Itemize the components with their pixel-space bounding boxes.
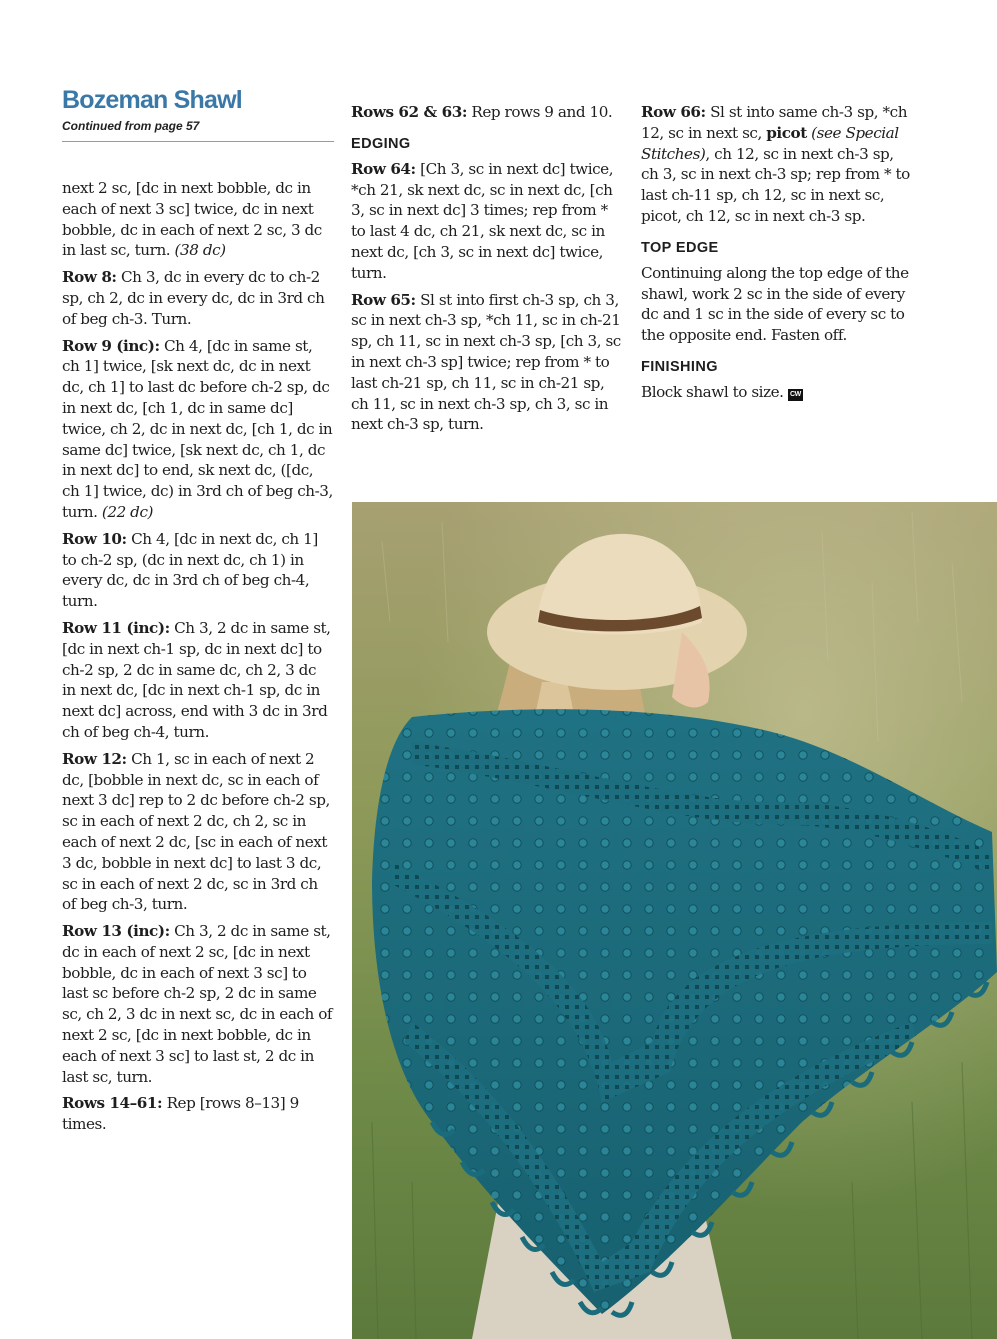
pattern-row [641,102,913,227]
row-label: Row 64: [351,159,416,178]
pattern-column-2 [351,102,623,441]
pattern-paragraph [641,263,913,346]
row-label: Rows 14–61: [62,1094,163,1113]
end-mark-icon: CW [788,389,803,401]
page-title: Bozeman Shawl [62,86,242,114]
pattern-row [351,290,623,436]
instruction-text: Ch 3, 2 dc in same st, dc in each of next 2 sc, [dc in next bobble, dc in each of next 3 sc] to last sc before ch-2 sp, 2 dc in same sc, ch 2, 3 dc in next sc, dc in each of next 2 sc, [dc in next bobble, dc in each of next 3 sc] to last st, 2 dc in last sc, turn. [62,922,333,1086]
row-label: Row 11 (inc): [62,618,170,637]
pattern-paragraph [641,382,913,403]
instruction-text: [Ch 3, sc in next dc] twice, *ch 21, sk next dc, sc in next dc, [ch 3, sc in next dc] 3 times; rep from * to last 4 dc, ch 21, sk next dc, sc in next dc, [ch 3, sc in next dc] twice, turn. [351,159,614,282]
shawl-photo-illustration [352,502,997,1339]
instruction-text: next 2 sc, [dc in next bobble, dc in each of next 3 sc] twice, dc in next bobble, dc in each of next 2 sc, 3 dc in last sc, turn. [62,179,322,260]
stitch-count: (22 dc) [101,502,153,521]
section-heading-finishing: FINISHING [641,358,718,375]
pattern-row [62,529,334,612]
pattern-paragraph [62,178,334,261]
instruction-text: Rep rows 9 and 10. [466,103,613,121]
pattern-row [351,102,623,123]
stitch-count: (38 dc) [174,241,226,260]
shawl-photo [352,502,997,1339]
continued-note: Continued from page 57 [62,119,200,133]
instruction-text: Block shawl to size. [641,382,788,401]
stitch-term: picot [766,123,807,142]
section-heading-top-edge: TOP EDGE [641,239,719,256]
instruction-text: Ch 4, [dc in same st, ch 1] twice, [sk next dc, dc in next dc, ch 1] to last dc before ch-2 sp, dc in next dc, [ch 1, dc in same dc] twice, ch 2, dc in next dc, [ch 1, dc in same dc] twice, [sk next dc, ch 1, dc in next dc] to end, sk next dc, ([dc, ch 1] twice, dc) in 3rd ch of beg ch-3, turn. [62,336,333,521]
row-label: Row 13 (inc): [62,922,170,941]
pattern-row [62,749,334,915]
pattern-row [62,267,334,329]
instruction-text: Sl st into first ch-3 sp, ch 3, sc in next ch-3 sp, *ch 11, sc in ch-21 sp, ch 11, sc in next ch-3 sp, [ch 3, sc in next ch-3 sp] twice; rep from * to last ch-21 sp, ch 11, sc in ch-21 sp, ch 11, sc in next ch-3 sp, ch 3, sc in next ch-3 sp, turn. [351,290,621,434]
row-label: Row 10: [62,529,127,548]
pattern-row [62,921,334,1087]
pattern-column-3 [641,102,913,409]
instruction-text: Sl st into same ch-3 sp, *ch 12, sc in next sc, [641,103,908,142]
pattern-row [62,336,334,523]
instruction-text: Rep [rows 8–13] 9 times. [62,1094,299,1134]
instruction-text: Ch 3, dc in every dc to ch-2 sp, ch 2, dc in every dc, dc in 3rd ch of beg ch-3. Turn. [62,268,325,328]
instruction-text: Ch 3, 2 dc in same st, [dc in next ch-1 sp, dc in next dc] to ch-2 sp, 2 dc in same dc, ch 2, 3 dc in next dc, [dc in next ch-1 sp, dc in next dc] across, end with 3 dc in 3rd ch of beg ch-4, turn. [62,618,331,741]
section-heading-edging: EDGING [351,135,411,152]
row-label: Row 9 (inc): [62,336,160,355]
pattern-column-1 [62,178,334,1141]
row-label: Row 66: [641,103,706,121]
instruction-text: , ch 12, sc in next ch-3 sp, ch 3, sc in next ch-3 sp; rep from * to last ch-11 sp, ch 12, sc in next sc, picot, ch 12, sc in next ch-3 sp. [641,144,910,225]
pattern-row [351,159,623,284]
row-label: Row 65: [351,290,416,309]
row-label: Row 12: [62,749,127,768]
cross-reference: (see Special Stitches) [641,123,899,163]
pattern-row [62,618,334,743]
pattern-row [62,1093,334,1135]
instruction-text: Continuing along the top edge of the shawl, work 2 sc in the side of every dc and 1 sc in the side of every sc to the opposite end. Fasten off. [641,263,909,345]
title-divider [62,141,334,142]
row-label: Row 8: [62,268,117,287]
instruction-text: Ch 4, [dc in next dc, ch 1] to ch-2 sp, (dc in next dc, ch 1) in every dc, dc in 3rd ch of beg ch-4, turn. [62,529,318,611]
instruction-text: Ch 1, sc in each of next 2 dc, [bobble in next dc, sc in each of next 3 dc] rep to 2 dc before ch-2 sp, sc in each of next 2 dc, ch 2, sc in each of next 2 dc, [sc in each of next 3 dc, bobble in next dc] to last 3 dc, sc in each of next 2 dc, sc in 3rd ch of beg ch-3, turn. [62,749,330,914]
row-label: Rows 62 & 63: [351,103,467,121]
